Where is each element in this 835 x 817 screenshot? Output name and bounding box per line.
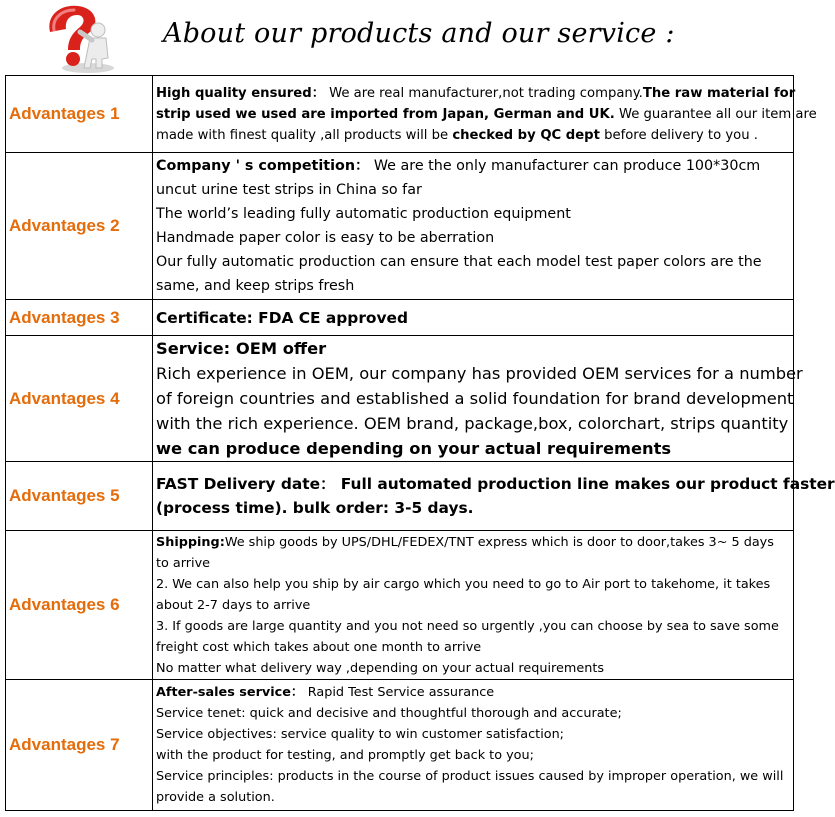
table-row bbox=[6, 531, 794, 680]
text-segment: Our fully automatic production can ensure that each model test paper colors are the bbox=[156, 254, 762, 270]
text-segment: The world’s leading fully automatic production equipment bbox=[156, 206, 571, 222]
content-line bbox=[156, 178, 787, 202]
text-segment: Rich experience in OEM, our company has provided OEM services for a number bbox=[156, 364, 803, 383]
content-line bbox=[156, 202, 787, 226]
table-row bbox=[6, 680, 794, 811]
text-segment: The raw material for bbox=[642, 85, 796, 101]
content-line bbox=[156, 226, 787, 250]
text-segment: High quality ensured： bbox=[156, 85, 325, 101]
row-label: Advantages 4 bbox=[6, 336, 153, 462]
text-segment: We are the only manufacturer can produce 100*30cm bbox=[369, 158, 761, 174]
text-segment: Service tenet: quick and decisive and thoughtful thorough and accurate; bbox=[156, 706, 622, 721]
content-line bbox=[156, 766, 787, 787]
content-line bbox=[156, 682, 787, 703]
content-line bbox=[156, 637, 787, 658]
text-segment: Shipping: bbox=[156, 534, 225, 550]
text-segment: about 2-7 days to arrive bbox=[156, 597, 311, 613]
content-line bbox=[156, 553, 787, 574]
content-line bbox=[156, 574, 787, 595]
text-segment: No matter what delivery way ,depending on your actual requirements bbox=[156, 660, 605, 676]
content-line bbox=[156, 472, 835, 496]
text-segment: FAST Delivery date： Full automated production line makes our product faster bbox=[156, 475, 835, 493]
advantages-table bbox=[5, 75, 835, 811]
content-line bbox=[156, 336, 787, 361]
text-segment: After-sales service： bbox=[156, 685, 304, 700]
content-line bbox=[156, 658, 787, 679]
text-segment: strip used we used are imported from Japan, German and UK. bbox=[156, 106, 615, 122]
text-segment: Service principles: products in the course of product issues caused by improper operation, we will bbox=[156, 769, 784, 784]
content-line bbox=[156, 532, 787, 553]
content-line bbox=[156, 411, 787, 436]
table-row bbox=[6, 76, 794, 153]
table-row bbox=[6, 336, 794, 462]
text-segment: Service objectives: service quality to win customer satisfaction; bbox=[156, 727, 564, 742]
row-content bbox=[153, 153, 794, 300]
content-line bbox=[156, 787, 787, 808]
content-line bbox=[156, 595, 787, 616]
content-line bbox=[156, 616, 787, 637]
content-line bbox=[156, 745, 787, 766]
text-segment: with the rich experience. OEM brand, package,box, colorchart, strips quantity bbox=[156, 414, 789, 433]
table-row bbox=[6, 153, 794, 300]
table-row bbox=[6, 462, 794, 531]
page-header bbox=[0, 0, 797, 75]
table-row bbox=[6, 300, 794, 336]
content-line bbox=[156, 703, 787, 724]
text-segment: Company ' s competition： bbox=[156, 158, 370, 174]
row-content bbox=[153, 76, 817, 153]
row-label: Advantages 7 bbox=[6, 680, 153, 811]
text-segment: uncut urine test strips in China so far bbox=[156, 182, 422, 198]
text-segment: of foreign countries and established a solid foundation for brand development bbox=[156, 389, 794, 408]
content-line bbox=[156, 361, 803, 386]
row-content bbox=[153, 336, 803, 462]
question-mark-person-icon bbox=[40, 2, 120, 74]
row-label: Advantages 3 bbox=[6, 300, 153, 336]
page-title: About our products and our service : bbox=[163, 18, 675, 49]
content-line bbox=[156, 306, 787, 330]
text-segment: same, and keep strips fresh bbox=[156, 278, 355, 294]
text-segment: freight cost which takes about one month to arrive bbox=[156, 639, 482, 655]
text-segment: made with finest quality ,all products will be bbox=[156, 127, 453, 143]
content-line bbox=[156, 724, 787, 745]
content-line bbox=[156, 83, 796, 104]
text-segment: we can produce depending on your actual requirements bbox=[156, 439, 672, 458]
text-segment: before delivery to you . bbox=[599, 127, 758, 143]
text-segment: We guarantee all our item are bbox=[614, 106, 817, 122]
row-content bbox=[153, 462, 835, 531]
row-label: Advantages 6 bbox=[6, 531, 153, 680]
row-content bbox=[153, 680, 794, 811]
text-segment: with the product for testing, and promptly get back to you; bbox=[156, 748, 534, 763]
content-line bbox=[156, 436, 787, 461]
text-segment: provide a solution. bbox=[156, 790, 275, 805]
text-segment: checked by QC dept bbox=[452, 127, 600, 143]
content-line bbox=[156, 496, 787, 520]
text-segment: We ship goods by UPS/DHL/FEDEX/TNT express which is door to door,takes 3~ 5 days bbox=[224, 534, 774, 550]
text-segment: 2. We can also help you ship by air cargo which you need to go to Air port to takehome, it takes bbox=[156, 576, 771, 592]
text-segment: to arrive bbox=[156, 555, 211, 571]
text-segment: (process time). bulk order: 3-5 days. bbox=[156, 499, 474, 517]
text-segment: 3. If goods are large quantity and you not need so urgently ,you can choose by sea to save some bbox=[156, 618, 779, 634]
content-line bbox=[156, 274, 787, 298]
content-line bbox=[156, 104, 817, 125]
content-line bbox=[156, 386, 794, 411]
row-content bbox=[153, 300, 794, 336]
row-label: Advantages 1 bbox=[6, 76, 153, 153]
text-segment: We are real manufacturer,not trading company. bbox=[324, 85, 643, 101]
row-content bbox=[153, 531, 794, 680]
text-segment: Rapid Test Service assurance bbox=[303, 685, 495, 700]
row-label: Advantages 2 bbox=[6, 153, 153, 300]
content-line bbox=[156, 125, 787, 146]
text-segment: Handmade paper color is easy to be aberration bbox=[156, 230, 495, 246]
text-segment: Certificate: FDA CE approved bbox=[156, 308, 408, 327]
row-label: Advantages 5 bbox=[6, 462, 153, 531]
text-segment: Service: OEM offer bbox=[156, 339, 327, 358]
content-line bbox=[156, 154, 787, 178]
content-line bbox=[156, 250, 787, 274]
